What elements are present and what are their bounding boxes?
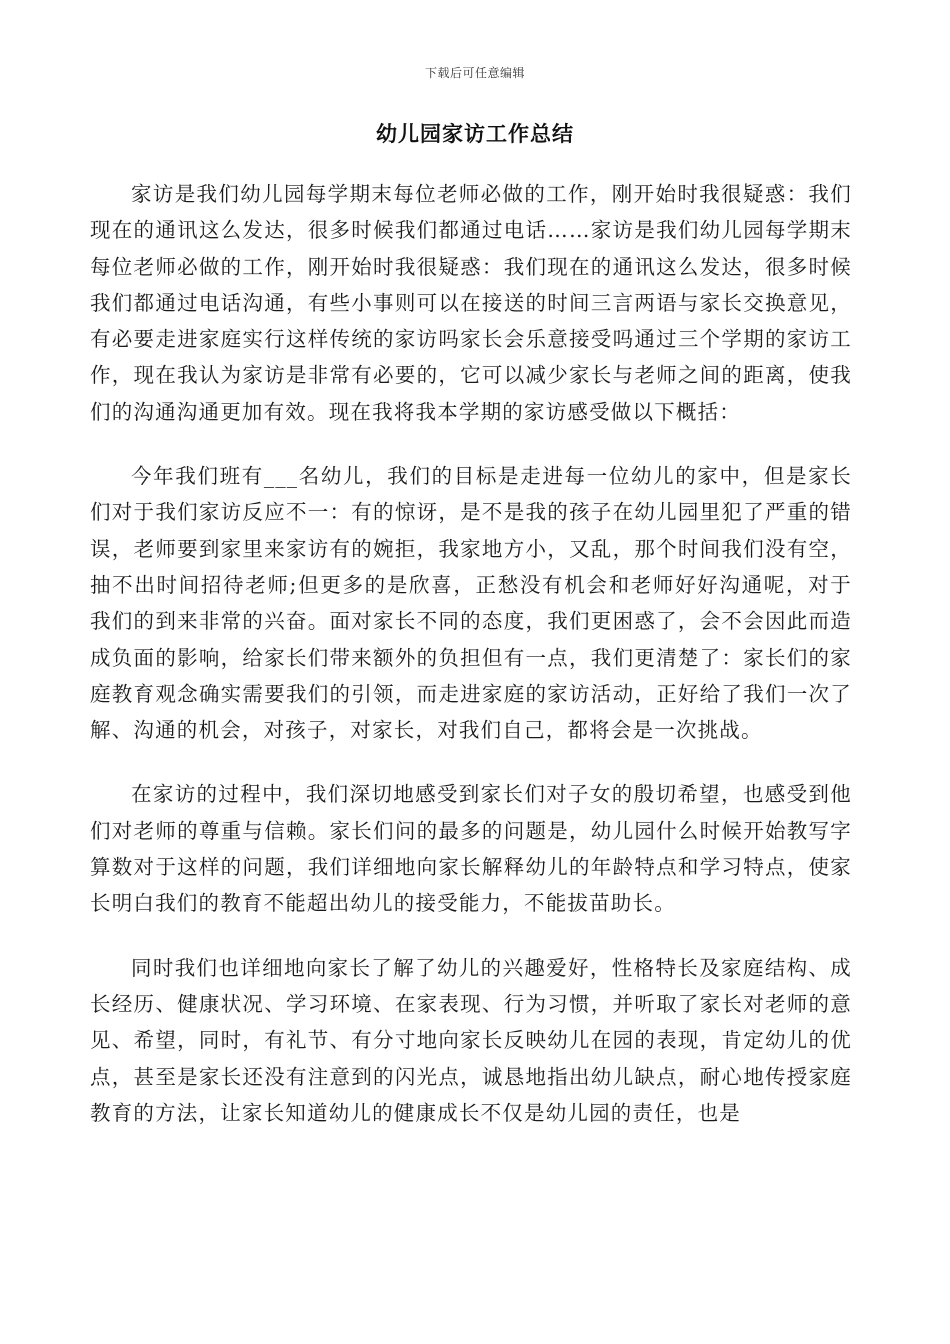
download-edit-note: 下载后可任意编辑: [424, 66, 525, 80]
document-body: [90, 176, 852, 1159]
document-title: 幼儿园家访工作总结: [376, 121, 574, 146]
paragraph-child-understanding: 同时我们也详细地向家长了解了幼儿的兴趣爱好，性格特长及家庭结构、成长经历、健康状况、学习环境、在家表现、行为习惯，并听取了家长对老师的意见、希望，同时，有礼节、有分寸地向家长反映幼儿在园的表现，肯定幼儿的优点，甚至是家长还没有注意到的闪光点，诚恳地指出幼儿缺点，耐心地传授家庭教育的方法，让家长知道幼儿的健康成长不仅是幼儿园的责任，也是: [90, 955, 852, 1125]
paragraph-class-visits: 今年我们班有___名幼儿，我们的目标是走进每一位幼儿的家中，但是家长们对于我们家访反应不一：有的惊讶，是不是我的孩子在幼儿园里犯了严重的错误，老师要到家里来家访有的婉拒，我家地方小，又乱，那个时间我们没有空，抽不出时间招待老师;但更多的是欣喜，正愁没有机会和老师好好沟通呢，对于我们的到来非常的兴奋。面对家长不同的态度，我们更困惑了，会不会因此而造成负面的影响，给家长们带来额外的负担但有一点，我们更清楚了：家长们的家庭教育观念确实需要我们的引领，而走进家庭的家访活动，正好给了我们一次了解、沟通的机会，对孩子，对家长，对我们自己，都将会是一次挑战。: [90, 464, 852, 743]
paragraph-parent-questions: 在家访的过程中，我们深切地感受到家长们对子女的殷切希望，也感受到他们对老师的尊重与信赖。家长们问的最多的问题是，幼儿园什么时候开始教写字算数对于这样的问题，我们详细地向家长解释幼儿的年龄特点和学习特点，使家长明白我们的教育不能超出幼儿的接受能力，不能拔苗助长。: [90, 782, 852, 916]
paragraph-intro: 家访是我们幼儿园每学期末每位老师必做的工作，刚开始时我很疑惑：我们现在的通讯这么发达，很多时候我们都通过电话……家访是我们幼儿园每学期末每位老师必做的工作，刚开始时我很疑惑：我们现在的通讯这么发达，很多时候我们都通过电话沟通，有些小事则可以在接送的时间三言两语与家长交换意见，有必要走进家庭实行这样传统的家访吗家长会乐意接受吗通过三个学期的家访工作，现在我认为家访是非常有必要的，它可以减少家长与老师之间的距离，使我们的沟通沟通更加有效。现在我将我本学期的家访感受做以下概括：: [90, 182, 852, 424]
